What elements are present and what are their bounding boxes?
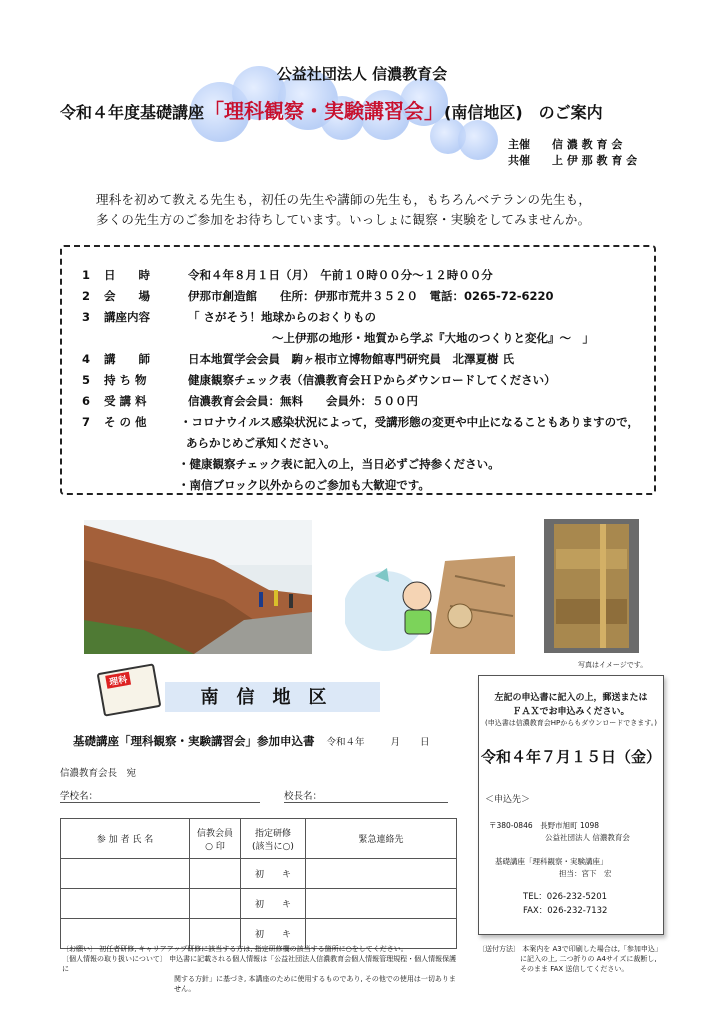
detail-value-cont: ・南信ブロック以外からのご参加も大歓迎です。 xyxy=(178,478,430,492)
postal-address: 〒380-0846 長野市旭町 1098 xyxy=(489,821,600,830)
host-label: 主催 xyxy=(508,138,530,151)
detail-no: 4 xyxy=(82,352,91,366)
phone-number: TEL：026-232-5201 xyxy=(523,892,608,902)
detail-row xyxy=(82,267,493,283)
col-member-label: 信教会員 xyxy=(196,828,233,839)
detail-value: 令和４年８月１日（月） 午前１０時００分～１２時００分 xyxy=(188,268,493,282)
col-member xyxy=(190,819,241,859)
application-org: 公益社団法人 信濃教育会 xyxy=(545,833,630,842)
form-day: 日 xyxy=(420,737,430,748)
climbing-illustration xyxy=(345,556,515,654)
form-date-era: 令和４年 xyxy=(326,737,365,748)
destination-label: ＜申込先＞ xyxy=(485,795,531,805)
col-name: 参 加 者 氏 名 xyxy=(61,819,190,859)
school-name-field[interactable] xyxy=(60,788,260,803)
detail-label: 講座内容 xyxy=(104,310,150,324)
detail-no: 6 xyxy=(82,394,91,408)
principal-label: 校長名： xyxy=(284,791,323,802)
application-info-card xyxy=(478,675,664,935)
detail-row xyxy=(82,309,376,325)
detail-value: 健康観察チェック表（信濃教育会ＨＰからダウンロードしてください） xyxy=(188,373,556,387)
page-title xyxy=(60,95,603,124)
geology-field-photo xyxy=(84,520,312,654)
decor-bubble xyxy=(458,120,498,160)
col-contact: 緊急連絡先 xyxy=(306,819,457,859)
table-row xyxy=(61,889,457,919)
name-cell[interactable] xyxy=(61,889,190,919)
intro-line: 多くの先生方のご参加をお待ちしています。いっしょに観察・実験をしてみませんか。 xyxy=(96,212,591,227)
apply-line: ＦＡＸでお申込みください。 xyxy=(512,707,630,717)
organization-name: 公益社団法人 信濃教育会 xyxy=(276,65,448,83)
member-cell[interactable] xyxy=(190,859,241,889)
name-cell[interactable] xyxy=(61,859,190,889)
detail-value-cont: ・健康観察チェック表に記入の上，当日必ずご持参ください。 xyxy=(178,457,500,471)
send-text: 本案内を A3で印刷した場合は,「参加申込」 xyxy=(522,945,662,953)
training-cell[interactable]: 初 キ xyxy=(241,919,306,949)
course-name: 基礎講座「理科観察・実験講座」 xyxy=(495,857,608,866)
deadline: 令和４年７月１５日（金） xyxy=(480,748,661,766)
photo-caption: 写真はイメージです。 xyxy=(578,661,648,669)
detail-row xyxy=(82,288,554,304)
detail-value: 日本地質学会会員 駒ヶ根市立博物館専門研究員 北澤夏樹 氏 xyxy=(188,352,515,366)
col-member-mark: ○ 印 xyxy=(205,841,225,852)
privacy-label: 〔個人情報の取り扱いについて〕 xyxy=(62,955,167,963)
form-addressee: 信濃教育会長 宛 xyxy=(60,768,137,779)
host-name: 信 濃 教 育 会 xyxy=(552,138,623,151)
col-training-sub: (該当に○) xyxy=(252,841,294,852)
title-area: (南信地区) xyxy=(444,103,523,122)
host-line xyxy=(508,136,622,152)
science-book-icon xyxy=(97,663,162,716)
title-main: 「理科観察・実験講習会」 xyxy=(204,99,445,123)
send-text: そのまま FAX 送信してください。 xyxy=(520,965,629,973)
detail-label: 講 師 xyxy=(104,352,150,366)
detail-row xyxy=(82,414,639,430)
cohost-line xyxy=(508,152,637,168)
title-suffix: のご案内 xyxy=(538,103,603,122)
strata-wall-photo xyxy=(544,519,639,653)
training-cell[interactable]: 初 キ xyxy=(241,859,306,889)
detail-row xyxy=(82,351,514,367)
detail-no: 2 xyxy=(82,289,91,303)
detail-value-cont: あらかじめご承知ください。 xyxy=(186,436,336,450)
col-training xyxy=(241,819,306,859)
principal-name-field[interactable] xyxy=(284,788,448,803)
apply-note: (申込書は信濃教育会HPからもダウンロードできます。) xyxy=(485,719,657,727)
title-prefix: 令和４年度基礎講座 xyxy=(60,103,205,122)
detail-label: 持 ち 物 xyxy=(104,373,147,387)
form-title xyxy=(73,733,430,749)
contact-cell[interactable] xyxy=(306,889,457,919)
training-cell[interactable]: 初 キ xyxy=(241,889,306,919)
privacy-note xyxy=(62,954,462,974)
intro-text xyxy=(96,190,656,230)
detail-label: 会 場 xyxy=(104,289,150,303)
detail-no: 1 xyxy=(82,268,91,282)
privacy-text: 申込書に記載される個人情報は「公益社団法人信濃教育会個人情報管理規程・個人情報保護に xyxy=(62,955,457,973)
form-title-text: 基礎講座「理科観察・実験講習会」参加申込書 xyxy=(73,734,315,748)
member-cell[interactable] xyxy=(190,889,241,919)
detail-label: そ の 他 xyxy=(104,415,147,429)
intro-line: 理科を初めて教える先生も，初任の先生や講師の先生も，もちろんベテランの先生も， xyxy=(96,192,592,207)
cohost-label: 共催 xyxy=(508,154,530,167)
detail-label: 日 時 xyxy=(104,268,150,282)
form-month: 月 xyxy=(390,737,401,748)
district-title: 南信地区 xyxy=(200,687,345,708)
send-text: に記入の上, 二つ折りの A4サイズに裁断し, xyxy=(520,955,657,963)
apply-line: 左記の申込書に記入の上，郵送または xyxy=(494,693,648,703)
detail-no: 3 xyxy=(82,310,91,324)
detail-value-cont: ～上伊那の地形・地質から学ぶ『大地のつくりと変化』～ 」 xyxy=(272,331,594,345)
school-label: 学校名： xyxy=(60,791,99,802)
send-label: 〔送付方法〕 xyxy=(478,945,520,953)
detail-value: ・コロナウイルス感染状況によって，受講形態の変更や中止になることもありますので， xyxy=(180,415,639,429)
request-label: 〔お願い〕 xyxy=(62,945,97,953)
send-method-note xyxy=(478,944,668,974)
form-notes xyxy=(62,944,462,994)
col-training-label: 指定研修 xyxy=(254,828,291,839)
contact-cell[interactable] xyxy=(306,859,457,889)
detail-value: 信濃教育会会員：無料 会員外：５００円 xyxy=(188,394,418,408)
table-row xyxy=(61,859,457,889)
participant-table xyxy=(60,818,457,949)
detail-value: 伊那市創造館 住所：伊那市荒井３５２０ 電話：0265-72-6220 xyxy=(188,289,554,303)
detail-row xyxy=(82,372,556,388)
detail-no: 7 xyxy=(82,415,91,429)
request-note xyxy=(62,944,462,954)
detail-row xyxy=(82,393,418,409)
detail-value: 「 さがそう！地球からのおくりもの xyxy=(188,310,377,324)
request-text: 初任者研修, キャリアアップ研修に該当する方は, 指定研修欄の該当する箇所に○をしてください。 xyxy=(99,945,408,953)
detail-label: 受 講 料 xyxy=(104,394,147,408)
contact-person: 担当：宮下 宏 xyxy=(559,869,612,878)
cohost-name: 上 伊 那 教 育 会 xyxy=(552,154,638,167)
privacy-text: 関する方針」に基づき, 本講座のために使用するものであり, その他での使用は一切ありません。 xyxy=(174,975,456,993)
fax-number: FAX：026-232-7132 xyxy=(523,906,608,916)
book-label: 理科 xyxy=(105,672,131,689)
detail-no: 5 xyxy=(82,373,91,387)
